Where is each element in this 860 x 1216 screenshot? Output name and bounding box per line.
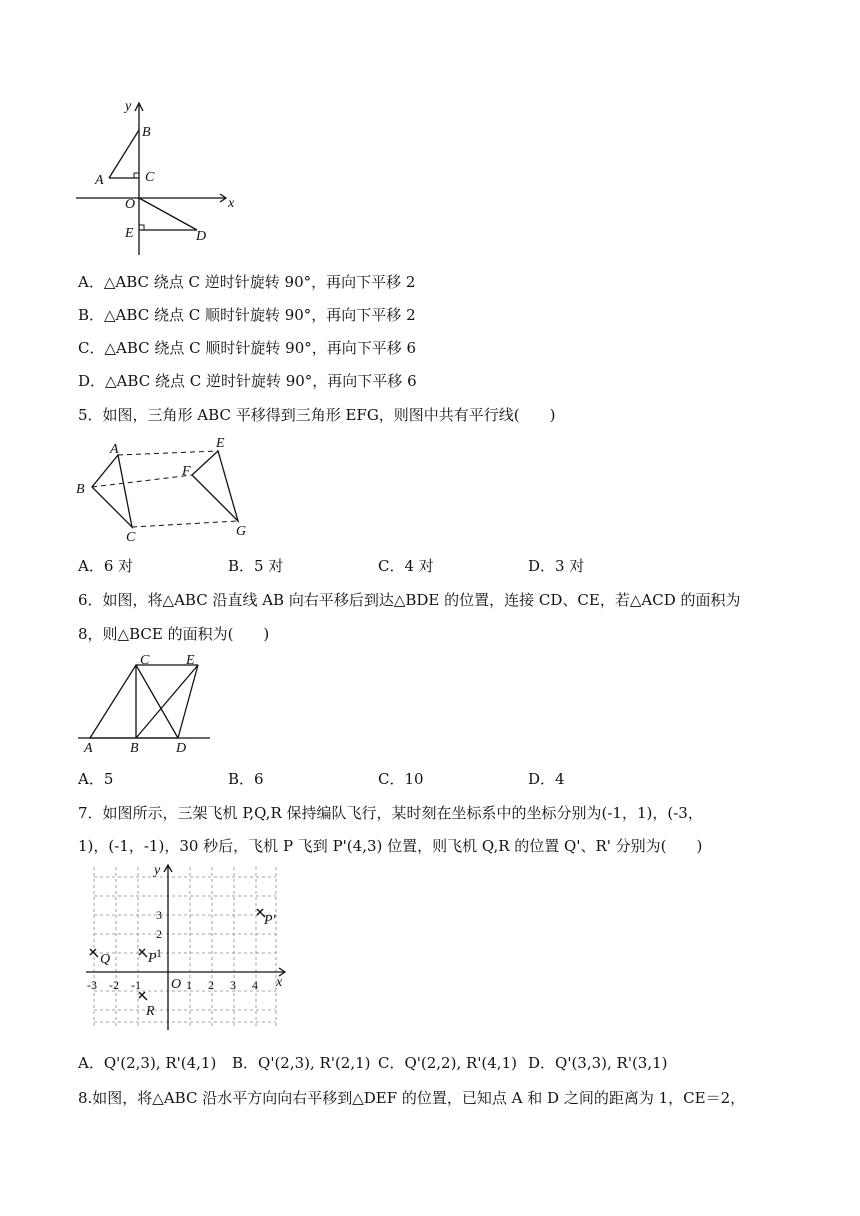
label-B: B xyxy=(130,741,139,756)
q4-option-a[interactable]: A．△ABC 绕点 C 逆时针旋转 90°，再向下平移 2 xyxy=(78,273,416,291)
label-E: E xyxy=(125,226,134,241)
q5-option-d[interactable]: D．3 对 xyxy=(528,557,585,575)
q5-option-b[interactable]: B．5 对 xyxy=(228,557,284,575)
label-A: A xyxy=(84,741,93,756)
q7-stem-line2: 1)，(-1，-1)，30 秒后，飞机 P 飞到 P'(4,3) 位置，则飞机 Q,R 的位置 Q'、R' 分别为( ) xyxy=(78,837,703,855)
q7-figure xyxy=(76,862,296,1032)
plane-P xyxy=(139,949,147,957)
xtick: 2 xyxy=(208,978,214,992)
xtick: 3 xyxy=(230,978,236,992)
label-O: O xyxy=(125,197,136,212)
label-G: G xyxy=(236,524,247,539)
plane-R xyxy=(139,992,147,1000)
q4-option-d[interactable]: D．△ABC 绕点 C 逆时针旋转 90°，再向下平移 6 xyxy=(78,372,417,390)
q6-stem-line1: 6．如图，将△ABC 沿直线 AB 向右平移后到达△BDE 的位置，连接 CD、CE，若△ACD 的面积为 xyxy=(78,591,741,609)
q7-option-c[interactable]: C．Q'(2,2), R'(4,1) xyxy=(378,1054,517,1072)
label-F: F xyxy=(182,464,191,479)
label-C: C xyxy=(145,170,155,185)
q6-stem-line2: 8，则△BCE 的面积为( ) xyxy=(78,625,270,643)
label-A: A xyxy=(110,442,119,457)
label-R: R xyxy=(146,1004,155,1019)
label-C: C xyxy=(140,653,150,668)
label-P-prime: P' xyxy=(264,913,276,928)
q5-figure xyxy=(72,435,272,545)
label-E: E xyxy=(186,653,195,668)
q6-figure xyxy=(78,653,218,756)
xtick: 4 xyxy=(252,978,258,992)
xtick: -2 xyxy=(109,978,119,992)
q6-option-b[interactable]: B．6 xyxy=(228,770,264,788)
q4-option-c[interactable]: C．△ABC 绕点 C 顺时针旋转 90°，再向下平移 6 xyxy=(78,339,417,357)
label-y: y xyxy=(154,863,161,878)
q5-option-a[interactable]: A．6 对 xyxy=(78,557,134,575)
ytick: 3 xyxy=(156,908,162,922)
q8-stem: 8.如图，将△ABC 沿水平方向向右平移到△DEF 的位置，已知点 A 和 D 之间的距离为 1，CE＝2， xyxy=(78,1089,746,1107)
q5-stem: 5．如图，三角形 ABC 平移得到三角形 EFG，则图中共有平行线( ) xyxy=(78,406,556,424)
xtick: 1 xyxy=(186,978,192,992)
xtick: -3 xyxy=(87,978,97,992)
label-B: B xyxy=(76,482,85,497)
label-P: P xyxy=(148,951,157,966)
q7-option-b[interactable]: B．Q'(2,3), R'(2,1) xyxy=(232,1054,371,1072)
q7-stem-line1: 7．如图所示，三架飞机 P,Q,R 保持编队飞行，某时刻在坐标系中的坐标分别为(-1，1)，(-3， xyxy=(78,804,703,822)
label-O: O xyxy=(171,977,182,992)
q5-option-c[interactable]: C．4 对 xyxy=(378,557,434,575)
xtick: -1 xyxy=(131,978,141,992)
q7-option-a[interactable]: A．Q'(2,3), R'(4,1) xyxy=(78,1054,217,1072)
label-B: B xyxy=(142,125,151,140)
label-E: E xyxy=(216,436,225,451)
q4-figure xyxy=(70,95,270,265)
q6-option-c[interactable]: C．10 xyxy=(378,770,424,788)
ytick: 1 xyxy=(156,946,162,960)
label-x: x xyxy=(276,975,283,990)
label-D: D xyxy=(196,229,207,244)
label-y: y xyxy=(125,99,132,114)
ytick: 2 xyxy=(156,927,162,941)
label-A: A xyxy=(95,173,104,188)
q6-option-d[interactable]: D．4 xyxy=(528,770,565,788)
label-D: D xyxy=(176,741,187,756)
label-C: C xyxy=(126,530,136,545)
label-Q: Q xyxy=(100,952,111,967)
q4-option-b[interactable]: B．△ABC 绕点 C 顺时针旋转 90°，再向下平移 2 xyxy=(78,306,416,324)
q7-option-d[interactable]: D．Q'(3,3), R'(3,1) xyxy=(528,1054,668,1072)
q6-option-a[interactable]: A．5 xyxy=(78,770,114,788)
label-x: x xyxy=(228,196,235,211)
